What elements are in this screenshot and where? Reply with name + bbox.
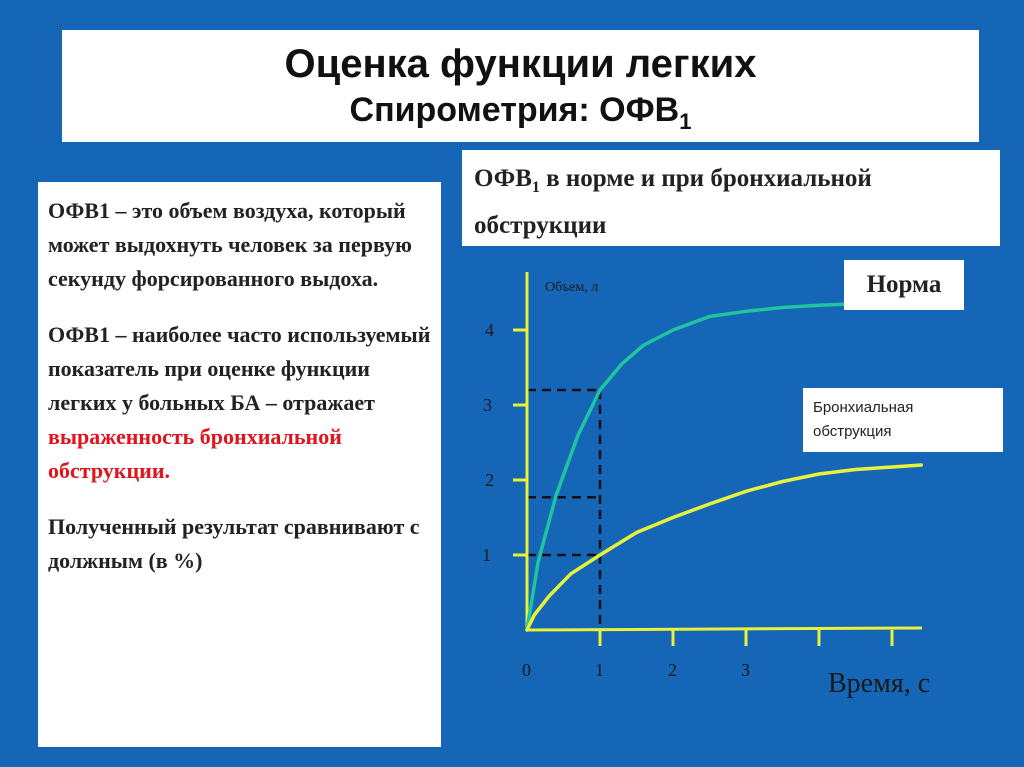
- chart-caption-part2: в норме и при бронхиальной обструкции: [474, 165, 872, 239]
- y-tick-label: 3: [483, 395, 492, 415]
- tick-labels: [482, 320, 750, 680]
- slide-title: Оценка функции легких: [284, 42, 757, 86]
- x-tick-label: 2: [668, 660, 677, 680]
- norma-label: Норма: [844, 260, 964, 310]
- y-tick-label: 2: [485, 470, 494, 490]
- slide-subtitle-text: Спирометрия: ОФВ: [349, 91, 680, 129]
- chart-caption-index: 1: [531, 179, 540, 196]
- x-tick-label: 1: [595, 660, 604, 680]
- definition-paragraph: ОФВ1 – это объем воздуха, который может выдохнуть человек за первую секунду форсированного выдоха.: [48, 198, 412, 291]
- slide-subtitle-index: 1: [679, 108, 692, 134]
- series-line-norma: [527, 304, 856, 630]
- significance-highlight: выраженность бронхиальной обструкции.: [48, 424, 342, 483]
- comparison-paragraph: Полученный результат сравнивают с должным (в %): [48, 514, 420, 573]
- x-axis-line: [527, 628, 922, 630]
- significance-text: ОФВ1 – наиболее часто используемый показатель при оценке функции легких у больных БА – отражает: [48, 322, 431, 415]
- chart-caption-part1: ОФВ: [474, 165, 532, 192]
- x-tick-label: 3: [741, 660, 750, 680]
- obstruction-label: Бронхиальная обструкция: [803, 388, 1003, 452]
- y-tick-label: 1: [482, 545, 491, 565]
- chart-axes: [513, 272, 922, 646]
- y-axis-label: Объем, л: [545, 280, 599, 295]
- x-tick-label: 0: [522, 660, 531, 680]
- y-tick-label: 4: [485, 320, 494, 340]
- x-axis-label: Время, с: [828, 668, 931, 699]
- chart-series: [527, 304, 921, 630]
- series-line-obstruction: [527, 465, 921, 630]
